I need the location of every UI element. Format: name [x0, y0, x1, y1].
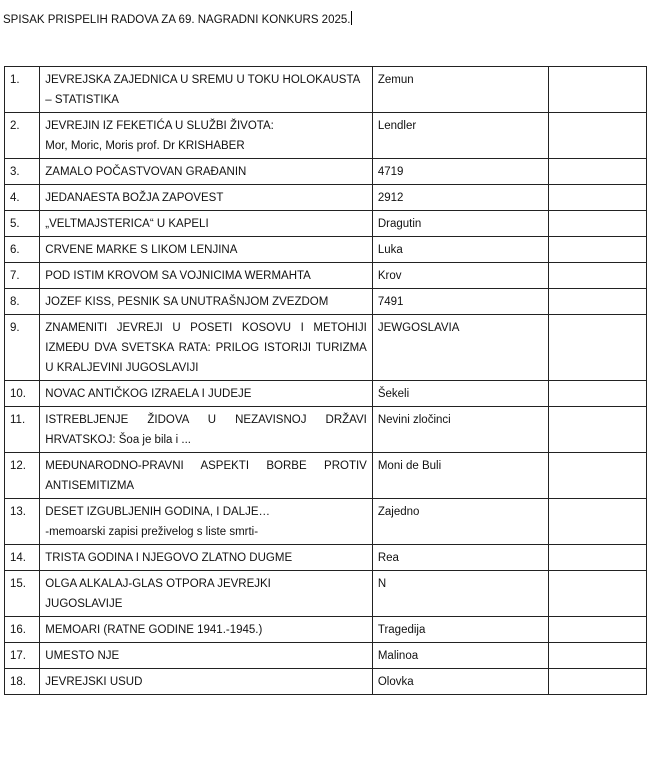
work-title-line: UMESTO NJE — [45, 650, 120, 662]
table-row — [5, 237, 647, 263]
work-title-cell — [40, 545, 373, 571]
work-title-line: OLGA ALKALAJ-GLAS OTPORA JEVREJKI — [45, 578, 271, 590]
empty-cell — [549, 67, 647, 113]
empty-cell — [549, 499, 647, 545]
table-row — [5, 617, 647, 643]
row-number: 7. — [5, 263, 40, 289]
work-title-cell — [40, 211, 373, 237]
work-title-line: JOZEF KISS, PESNIK SA UNUTRAŠNJOM ZVEZDOM — [45, 296, 329, 308]
code-name-cell: JEWGOSLAVIA — [372, 315, 548, 381]
work-title-line: JEDANAESTA BOŽJA ZAPOVEST — [45, 192, 224, 204]
table-row — [5, 289, 647, 315]
code-name-cell: Šekeli — [372, 381, 548, 407]
code-name-cell: N — [372, 571, 548, 617]
row-number: 9. — [5, 315, 40, 381]
work-title-line: „VELTMAJSTERICA“ U KAPELI — [45, 218, 209, 230]
empty-cell — [549, 211, 647, 237]
empty-cell — [549, 263, 647, 289]
table-row — [5, 669, 647, 695]
works-table — [4, 66, 647, 695]
work-title-cell — [40, 407, 373, 453]
work-title-line: JUGOSLAVIJE — [45, 598, 123, 610]
empty-cell — [549, 643, 647, 669]
table-row — [5, 499, 647, 545]
empty-cell — [549, 545, 647, 571]
code-name-cell: Krov — [372, 263, 548, 289]
work-title-line: – STATISTIKA — [45, 94, 119, 106]
work-title-cell — [40, 669, 373, 695]
work-title-line: POD ISTIM KROVOM SA VOJNICIMA WERMAHTA — [45, 270, 311, 282]
table-row — [5, 571, 647, 617]
empty-cell — [549, 617, 647, 643]
work-title-line: HRVATSKOJ: Šoa je bila i ... — [45, 434, 191, 446]
table-row — [5, 453, 647, 499]
work-title-cell — [40, 67, 373, 113]
code-name-cell: 7491 — [372, 289, 548, 315]
work-title-line: IZMEĐU DVA SVETSKA RATA: PRILOG ISTORIJI TURIZMA — [45, 342, 367, 354]
code-name-cell: Zemun — [372, 67, 548, 113]
empty-cell — [549, 669, 647, 695]
code-name-cell: Zajedno — [372, 499, 548, 545]
row-number: 10. — [5, 381, 40, 407]
work-title-line: NOVAC ANTIČKOG IZRAELA I JUDEJE — [45, 388, 252, 400]
code-name-cell: Nevini zločinci — [372, 407, 548, 453]
works-table-body — [5, 67, 647, 695]
row-number: 11. — [5, 407, 40, 453]
work-title-line: Mor, Moric, Moris prof. Dr KRISHABER — [45, 140, 245, 152]
code-name-cell: Moni de Buli — [372, 453, 548, 499]
work-title-line: ANTISEMITIZMA — [45, 480, 135, 492]
work-title-line: MEĐUNARODNO-PRAVNI ASPEKTI BORBE PROTIV — [45, 460, 367, 472]
document-title[interactable] — [3, 11, 352, 26]
table-row — [5, 67, 647, 113]
work-title-cell — [40, 617, 373, 643]
table-row — [5, 407, 647, 453]
work-title-line: ZNAMENITI JEVREJI U POSETI KOSOVU I METOHIJI — [45, 322, 367, 334]
work-title-cell — [40, 289, 373, 315]
row-number: 4. — [5, 185, 40, 211]
work-title-cell — [40, 113, 373, 159]
code-name-cell: Tragedija — [372, 617, 548, 643]
table-row — [5, 545, 647, 571]
code-name-cell: Luka — [372, 237, 548, 263]
work-title-cell — [40, 315, 373, 381]
code-name-cell: 2912 — [372, 185, 548, 211]
row-number: 5. — [5, 211, 40, 237]
text-cursor — [351, 11, 352, 25]
work-title-cell — [40, 185, 373, 211]
work-title-cell — [40, 571, 373, 617]
row-number: 6. — [5, 237, 40, 263]
table-row — [5, 113, 647, 159]
work-title-line: U KRALJEVINI JUGOSLAVIJI — [45, 362, 199, 374]
empty-cell — [549, 571, 647, 617]
work-title-cell — [40, 499, 373, 545]
document-title-text: SPISAK PRISPELIH RADOVA ZA 69. NAGRADNI KONKURS 2025. — [3, 14, 351, 26]
empty-cell — [549, 289, 647, 315]
empty-cell — [549, 407, 647, 453]
table-row — [5, 185, 647, 211]
row-number: 17. — [5, 643, 40, 669]
code-name-cell: Malinoa — [372, 643, 548, 669]
empty-cell — [549, 453, 647, 499]
row-number: 13. — [5, 499, 40, 545]
code-name-cell: Lendler — [372, 113, 548, 159]
code-name-cell: Olovka — [372, 669, 548, 695]
row-number: 18. — [5, 669, 40, 695]
empty-cell — [549, 185, 647, 211]
code-name-cell: Rea — [372, 545, 548, 571]
empty-cell — [549, 315, 647, 381]
empty-cell — [549, 381, 647, 407]
code-name-cell: 4719 — [372, 159, 548, 185]
row-number: 15. — [5, 571, 40, 617]
work-title-cell — [40, 237, 373, 263]
row-number: 12. — [5, 453, 40, 499]
empty-cell — [549, 113, 647, 159]
code-name-cell: Dragutin — [372, 211, 548, 237]
row-number: 14. — [5, 545, 40, 571]
table-row — [5, 211, 647, 237]
work-title-cell — [40, 159, 373, 185]
table-row — [5, 263, 647, 289]
row-number: 8. — [5, 289, 40, 315]
row-number: 1. — [5, 67, 40, 113]
work-title-line: -memoarski zapisi preživelog s liste smrti- — [45, 526, 259, 538]
work-title-line: JEVREJIN IZ FEKETIĆA U SLUŽBI ŽIVOTA: — [45, 120, 274, 132]
row-number: 3. — [5, 159, 40, 185]
work-title-cell — [40, 643, 373, 669]
work-title-cell — [40, 453, 373, 499]
table-row — [5, 381, 647, 407]
empty-cell — [549, 237, 647, 263]
work-title-line: JEVREJSKA ZAJEDNICA U SREMU U TOKU HOLOKAUSTA — [45, 74, 361, 86]
work-title-line: ZAMALO POČASTVOVAN GRAĐANIN — [45, 166, 247, 178]
work-title-line: TRISTA GODINA I NJEGOVO ZLATNO DUGME — [45, 552, 293, 564]
table-row — [5, 159, 647, 185]
work-title-line: DESET IZGUBLJENIH GODINA, I DALJE… — [45, 506, 270, 518]
empty-cell — [549, 159, 647, 185]
work-title-line: CRVENE MARKE S LIKOM LENJINA — [45, 244, 238, 256]
table-row — [5, 643, 647, 669]
work-title-line: ISTREBLJENJE ŽIDOVA U NEZAVISNOJ DRŽAVI — [45, 414, 367, 426]
row-number: 2. — [5, 113, 40, 159]
work-title-line: JEVREJSKI USUD — [45, 676, 143, 688]
work-title-cell — [40, 263, 373, 289]
row-number: 16. — [5, 617, 40, 643]
work-title-cell — [40, 381, 373, 407]
work-title-line: MEMOARI (RATNE GODINE 1941.-1945.) — [45, 624, 263, 636]
table-row — [5, 315, 647, 381]
